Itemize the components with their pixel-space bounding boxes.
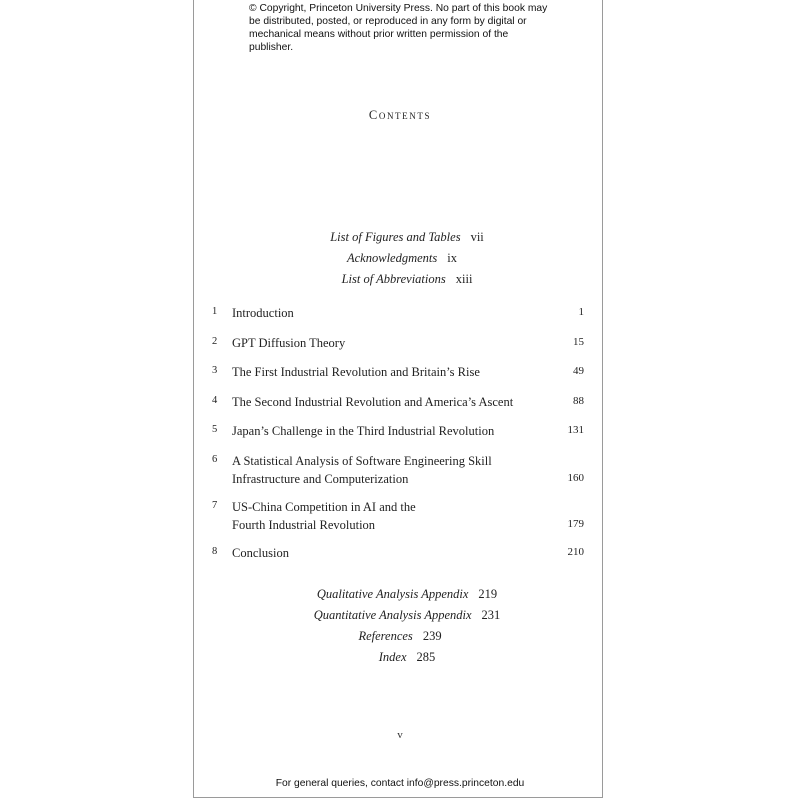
chapter-number: 4 xyxy=(212,395,218,406)
chapter-number: 7 xyxy=(212,500,218,511)
back-matter-item xyxy=(0,605,800,626)
chapter-page: 49 xyxy=(573,365,584,377)
chapter-number: 6 xyxy=(212,454,218,465)
front-matter-page: ix xyxy=(447,251,457,265)
front-matter-title: List of Figures and Tables xyxy=(330,230,461,244)
chapter-page: 179 xyxy=(567,518,584,530)
chapter-page: 88 xyxy=(573,395,584,407)
chapter-title: The First Industrial Revolution and Britain’s Rise xyxy=(232,365,480,379)
chapter-number: 1 xyxy=(212,306,218,317)
back-matter-page: 239 xyxy=(422,629,442,643)
contents-heading: Contents xyxy=(368,108,432,122)
chapter-number: 5 xyxy=(212,424,218,435)
back-matter-title: Quantitative Analysis Appendix xyxy=(313,608,472,622)
chapter-page: 131 xyxy=(567,424,584,436)
front-matter-item xyxy=(0,227,800,248)
copyright-notice: © Copyright, Princeton University Press. No part of this book may be distributed, posted, or reproduced in any form by digital or mechanical means without prior written permission of the publisher. xyxy=(249,3,548,53)
back-matter-title: Index xyxy=(378,650,407,664)
front-matter-page: xiii xyxy=(455,272,473,286)
chapter-number: 8 xyxy=(212,546,218,557)
chapter-title: Japan’s Challenge in the Third Industrial Revolution xyxy=(232,424,495,438)
chapter-title: US-China Competition in AI and the Fourth Industrial Revolution xyxy=(232,500,416,532)
front-matter-page: vii xyxy=(470,230,484,244)
chapter-number: 3 xyxy=(212,365,218,376)
front-matter-item xyxy=(0,248,800,269)
chapter-page: 160 xyxy=(567,472,584,484)
back-matter-page: 231 xyxy=(481,608,501,622)
back-matter-list xyxy=(0,584,800,668)
back-matter-item xyxy=(0,584,800,605)
chapter-number: 2 xyxy=(212,336,218,347)
back-matter-page: 219 xyxy=(478,587,498,601)
chapter-title: Conclusion xyxy=(232,546,289,560)
back-matter-item xyxy=(0,626,800,647)
chapter-page: 1 xyxy=(578,306,584,318)
back-matter-title: References xyxy=(358,629,413,643)
back-matter-item xyxy=(0,647,800,668)
chapter-page: 15 xyxy=(573,336,584,348)
front-matter-title: List of Abbreviations xyxy=(341,272,446,286)
back-matter-title: Qualitative Analysis Appendix xyxy=(316,587,469,601)
chapter-page: 210 xyxy=(567,546,584,558)
chapter-title: GPT Diffusion Theory xyxy=(232,336,346,350)
page-number: v xyxy=(397,729,403,741)
chapter-title: The Second Industrial Revolution and America’s Ascent xyxy=(232,395,514,409)
chapter-title: Introduction xyxy=(232,306,294,320)
front-matter-title: Acknowledgments xyxy=(347,251,438,265)
footer-contact: For general queries, contact info@press.princeton.edu xyxy=(275,778,525,789)
front-matter-list xyxy=(0,227,800,290)
back-matter-page: 285 xyxy=(416,650,436,664)
chapter-title: A Statistical Analysis of Software Engineering Skill Infrastructure and Computerization xyxy=(232,454,492,486)
front-matter-item xyxy=(0,269,800,290)
